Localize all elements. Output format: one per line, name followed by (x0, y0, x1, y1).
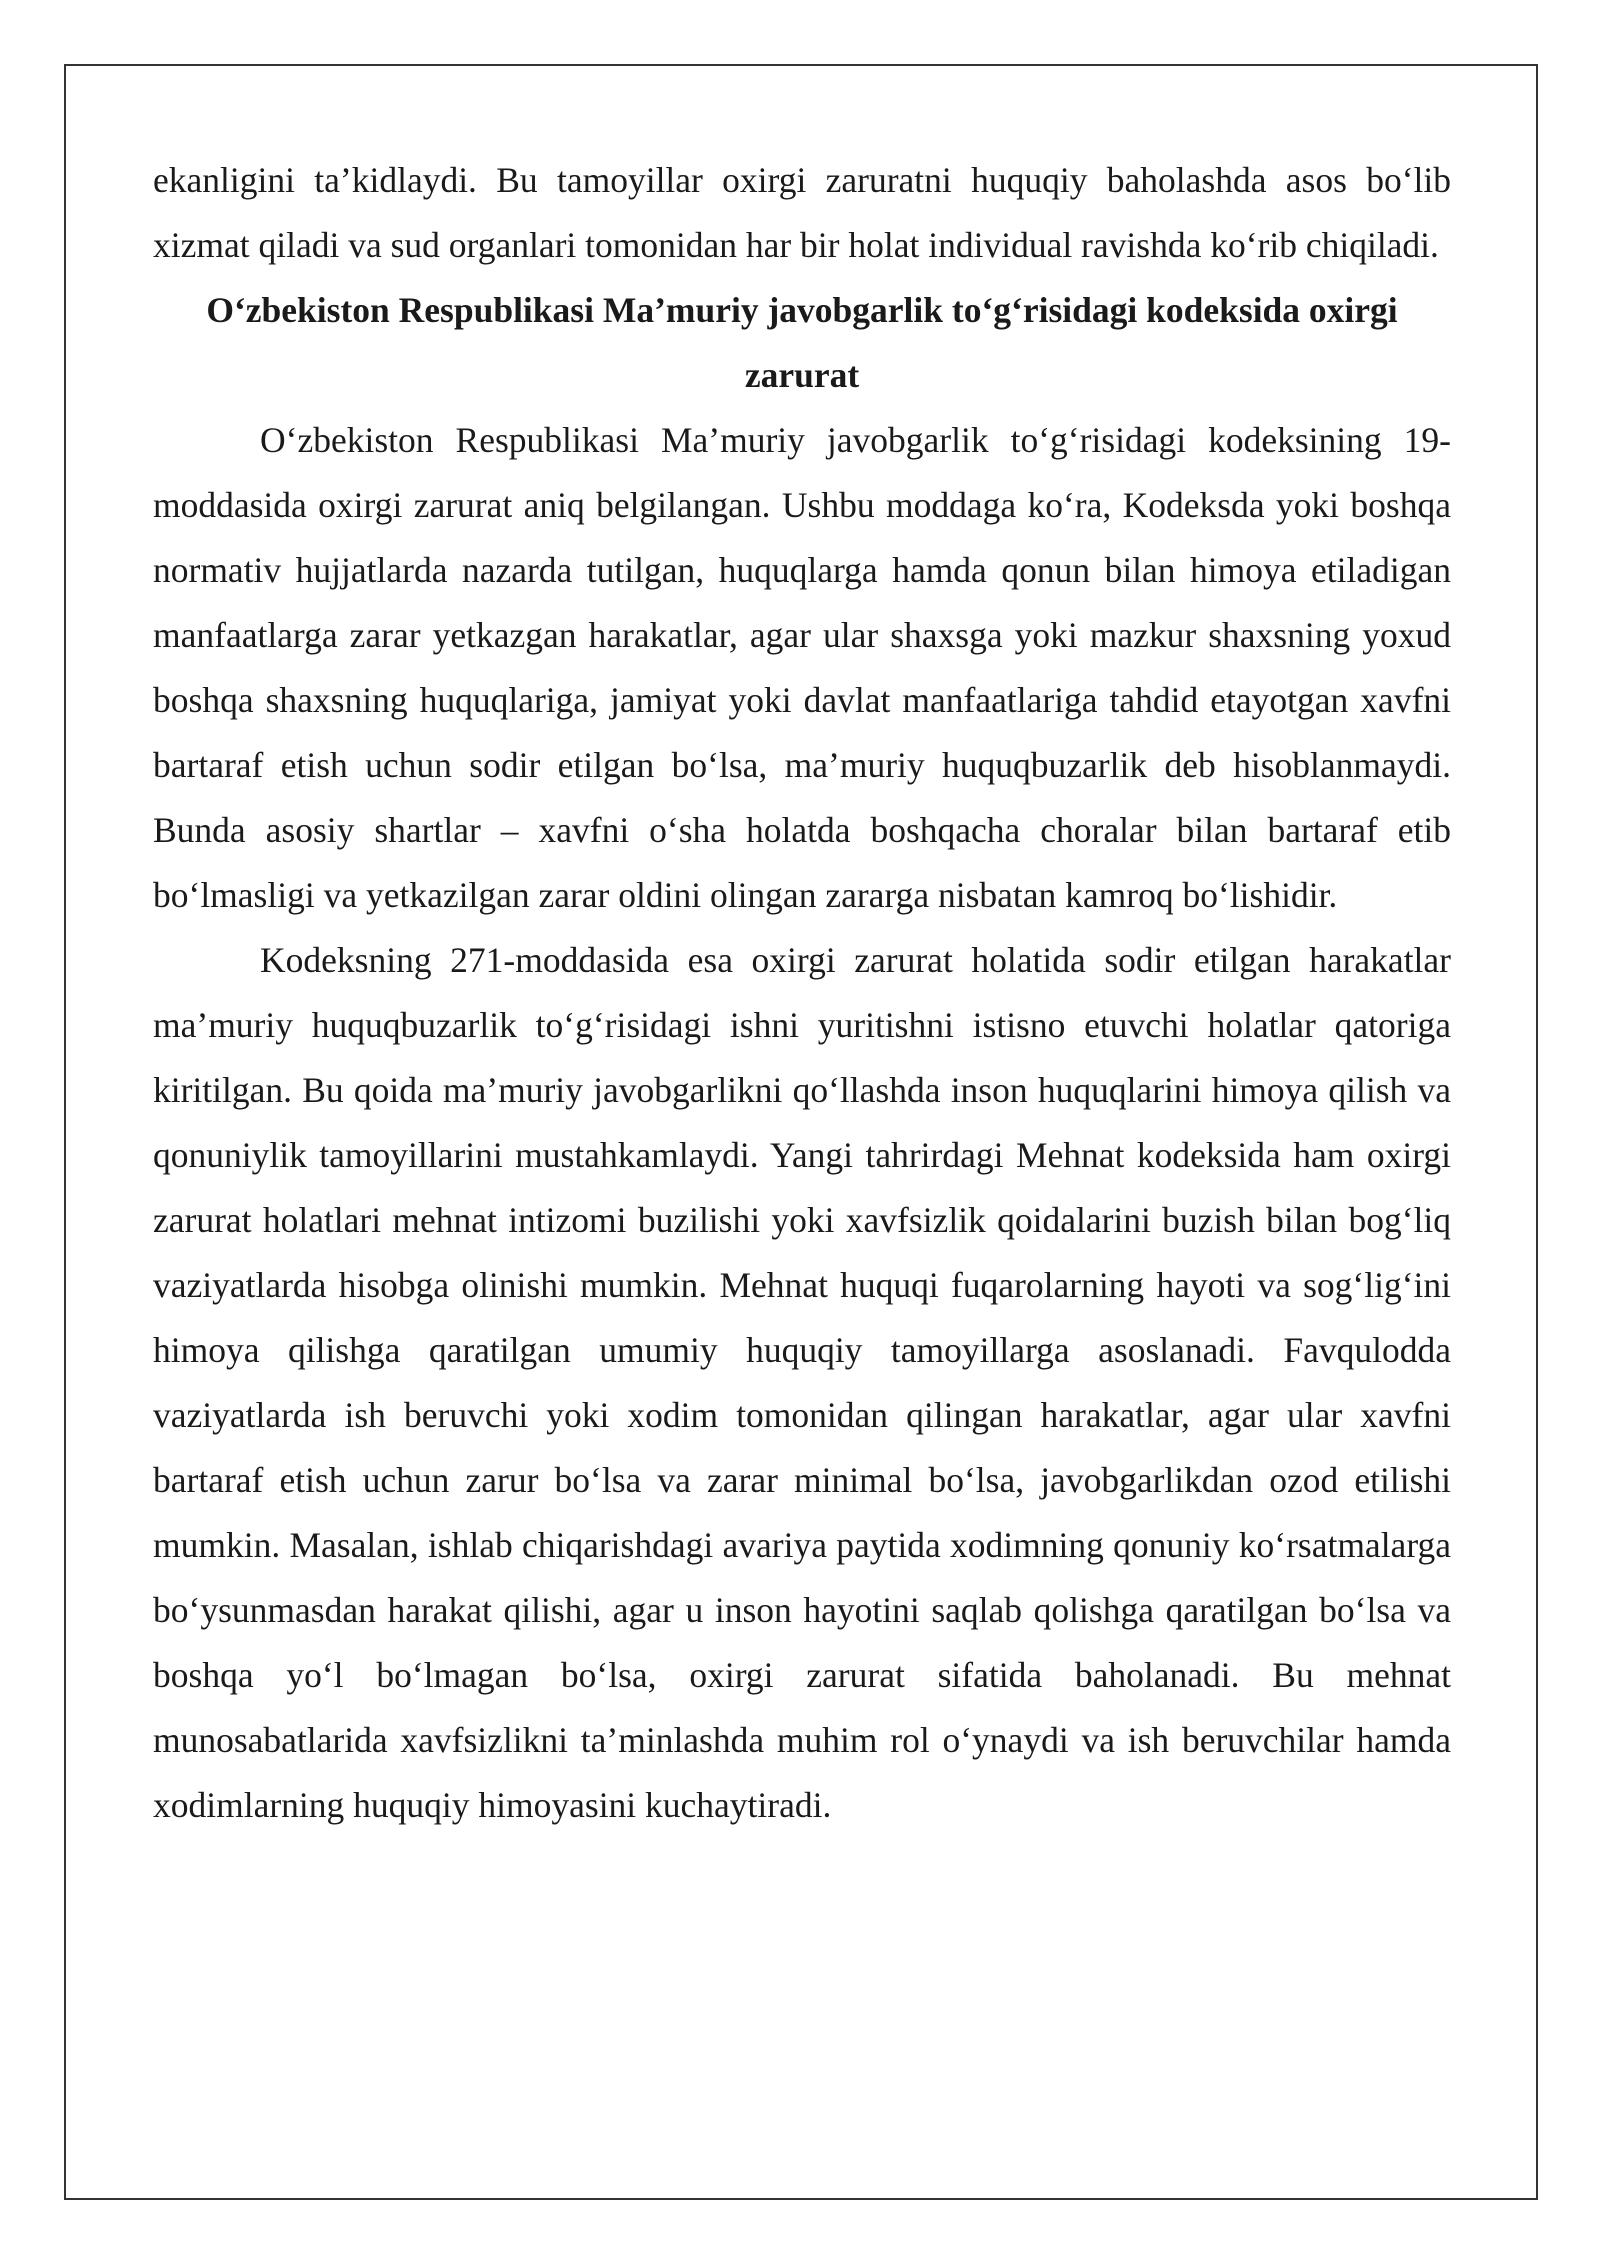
paragraph-continued: ekanligini ta’kidlaydi. Bu tamoyillar oxirgi zaruratni huquqiy baholashda asos bo‘lib xizmat qiladi va sud organlari tomonidan har bir holat individual ravishda ko‘rib chiqiladi. (153, 160, 1451, 265)
section-heading: O‘zbekiston Respublikasi Ma’muriy javobgarlik to‘g‘risidagi kodeksida oxirgi zarurat (206, 290, 1398, 395)
paragraph-article-19: O‘zbekiston Respublikasi Ma’muriy javobgarlik to‘g‘risidagi kodeksining 19-moddasida oxirgi zarurat aniq belgilangan. Ushbu moddaga ko‘ra, Kodeksda yoki boshqa normativ hujjatlarda nazarda tutilgan, huquqlarga hamda qonun bilan himoya etiladigan manfaatlarga zarar yetkazgan harakatlar, agar ular shaxsga yoki mazkur shaxsning yoxud boshqa shaxsning huquqlariga, jamiyat yoki davlat manfaatlariga tahdid etayotgan xavfni bartaraf etish uchun sodir etilgan bo‘lsa, ma’muriy huquqbuzarlik deb hisoblanmaydi. Bunda asosiy shartlar – xavfni o‘sha holatda boshqacha choralar bilan bartaraf etib bo‘lmasligi va yetkazilgan zarar oldini olingan zararga nisbatan kamroq bo‘lishidir. (153, 420, 1451, 915)
paragraph-article-271: Kodeksning 271-moddasida esa oxirgi zarurat holatida sodir etilgan harakatlar ma’muriy huquqbuzarlik to‘g‘risidagi ishni yuritishni istisno etuvchi holatlar qatoriga kiritilgan. Bu qoida ma’muriy javobgarlikni qo‘llashda inson huquqlarini himoya qilish va qonuniylik tamoyillarini mustahkamlaydi. Yangi tahrirdagi Mehnat kodeksida ham oxirgi zarurat holatlari mehnat intizomi buzilishi yoki xavfsizlik qoidalarini buzish bilan bog‘liq vaziyatlarda hisobga olinishi mumkin. Mehnat huquqi fuqarolarning hayoti va sog‘lig‘ini himoya qilishga qaratilgan umumiy huquqiy tamoyillarga asoslanadi. Favqulodda vaziyatlarda ish beruvchi yoki xodim tomonidan qilingan harakatlar, agar ular xavfni bartaraf etish uchun zarur bo‘lsa va zarar minimal bo‘lsa, javobgarlikdan ozod etilishi mumkin. Masalan, ishlab chiqarishdagi avariya paytida xodimning qonuniy ko‘rsatmalarga bo‘ysunmasdan harakat qilishi, agar u inson hayotini saqlab qolishga qaratilgan bo‘lsa va boshqa yo‘l bo‘lmagan bo‘lsa, oxirgi zarurat sifatida baholanadi. Bu mehnat munosabatlarida xavfsizlikni ta’minlashda muhim rol o‘ynaydi va ish beruvchilar hamda xodimlarning huquqiy himoyasini kuchaytiradi. (153, 940, 1451, 1825)
page-body (153, 148, 1451, 1838)
